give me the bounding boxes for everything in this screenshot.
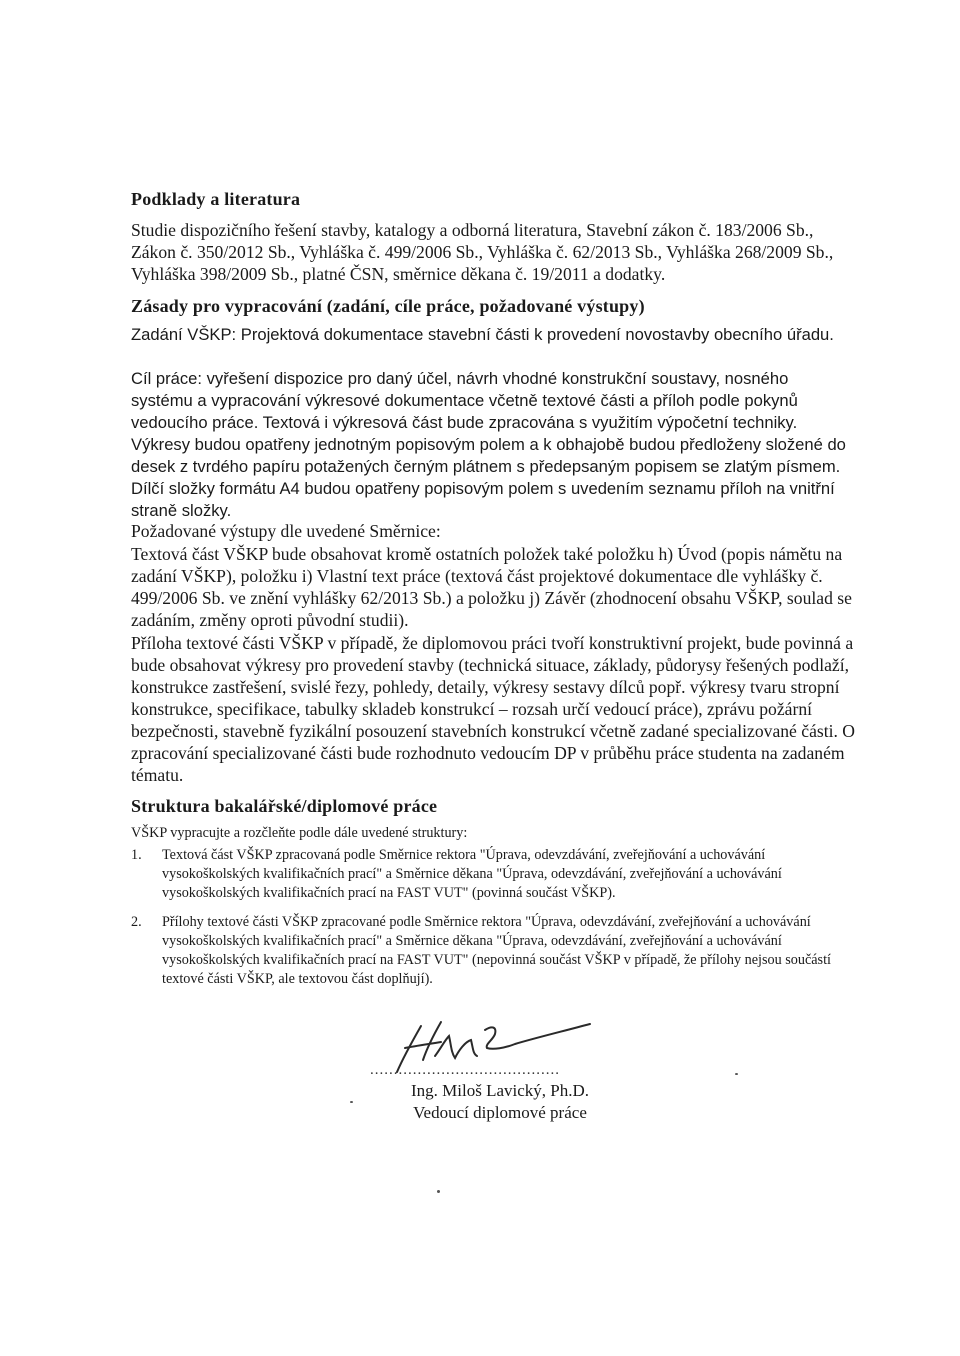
signer-name: Ing. Miloš Lavický, Ph.D.	[410, 1081, 590, 1100]
structure-list	[131, 846, 853, 999]
signer-role: Vedoucí diplomové práce	[413, 1103, 587, 1122]
list-item	[131, 913, 853, 989]
paper-speck	[735, 1073, 738, 1075]
paper-speck	[437, 1190, 440, 1193]
literature-text: Studie dispozičního řešení stavby, katalogy a odborná literatura, Stavební zákon č. 183/2006 Sb., Zákon č. 350/2012 Sb., Vyhláška č. 499/2006 Sb., Vyhláška č. 62/2013 Sb., Vyhláška 268/2009 Sb., Vyhláška 398/2009 Sb., platné ČSN, směrnice děkana č. 19/2011 a dodatky.	[131, 220, 834, 284]
appendix-text: Příloha textové části VŠKP v případě, že diplomovou práci tvoří konstruktivní projekt, bude povinná a bude obsahovat výkresy pro provedení stavby (technická situace, základy, půdorysy řešených podlaží, konstrukce zastřešení, svislé řezy, pohledy, detaily, výkresy sestavy dílců popř. výkresy tvaru stropní konstrukce, specifikace, tabulky skladeb konstrukcí – rozsah určí vedoucí práce), zprávu požární bezpečnosti, stavebně fyzikální posouzení stavebních konstrukcí včetně zadané specializované části. O zpracování specializované části bude rozhodnuto vedoucím DP v průběhu práce studenta na zadaném tématu.	[131, 633, 855, 785]
structure-heading: Struktura bakalářské/diplomové práce	[131, 796, 438, 816]
outputs-text: Textová část VŠKP bude obsahovat kromě ostatních položek také položku h) Úvod (popis námětu na zadání VŠKP), položku i) Vlastní text práce (textová část projektové dokumentace dle vyhlášky č. 499/2006 Sb. ve znění vyhlášky 62/2013 Sb.) a položku j) Závěr (zhodnocení obsahu VŠKP, soulad se zadáním, změny oproti původní studii).	[131, 544, 852, 630]
paper-speck	[350, 1101, 353, 1103]
signature-line: ........................................	[370, 1062, 560, 1078]
list-item	[131, 846, 853, 903]
goal-text: Cíl práce: vyřešení dispozice pro daný účel, návrh vhodné konstrukční soustavy, nosného systému a vypracování výkresové dokumentace včetně textové části a příloh podle pokynů vedoucího práce. Textová i výkresová část bude zpracována s využitím výpočetní techniky. Výkresy budou opatřeny jednotným popisovým polem a k obhajobě budou předloženy složené do desek z tvrdého papíru potažených černým plátnem s předepsaným popisem se zlatým písmem. Dílčí složky formátu A4 budou opatřeny popisovým polem s uvedením seznamu příloh na vnitřní straně složky.	[131, 369, 846, 520]
assignment-text: Zadání VŠKP: Projektová dokumentace stavební části k provedení novostavby obecního úřadu.	[131, 325, 834, 344]
list-item-text: Textová část VŠKP zpracovaná podle Směrnice rektora "Úprava, odevzdávání, zveřejňování a uchovávání vysokoškolských kvalifikačních prací" a Směrnice děkana "Úprava, odevzdávání, zveřejňování a uchovávání vysokoškolských kvalifikačních prací na FAST VUT" (povinná součást VŠKP).	[162, 847, 782, 901]
literature-heading: Podklady a literatura	[131, 189, 301, 209]
list-item-number: 1.	[131, 847, 142, 863]
outputs-title: Požadované výstupy dle uvedené Směrnice:	[131, 521, 441, 541]
list-item-number: 2.	[131, 914, 142, 930]
principles-heading: Zásady pro vypracování (zadání, cíle práce, požadované výstupy)	[131, 296, 645, 316]
structure-intro: VŠKP vypracujte a rozčleňte podle dále uvedené struktury:	[131, 825, 468, 841]
list-item-text: Přílohy textové části VŠKP zpracované podle Směrnice rektora "Úprava, odevzdávání, zveřejňování a uchovávání vysokoškolských kvalifikačních prací" a Směrnice děkana "Úprava, odevzdávání, zveřejňování a uchovávání vysokoškolských kvalifikačních prací na FAST VUT" (nepovinná součást VŠKP v případě, že přílohy nejsou součástí textové části VŠKP, ale textovou část doplňují).	[162, 914, 831, 987]
